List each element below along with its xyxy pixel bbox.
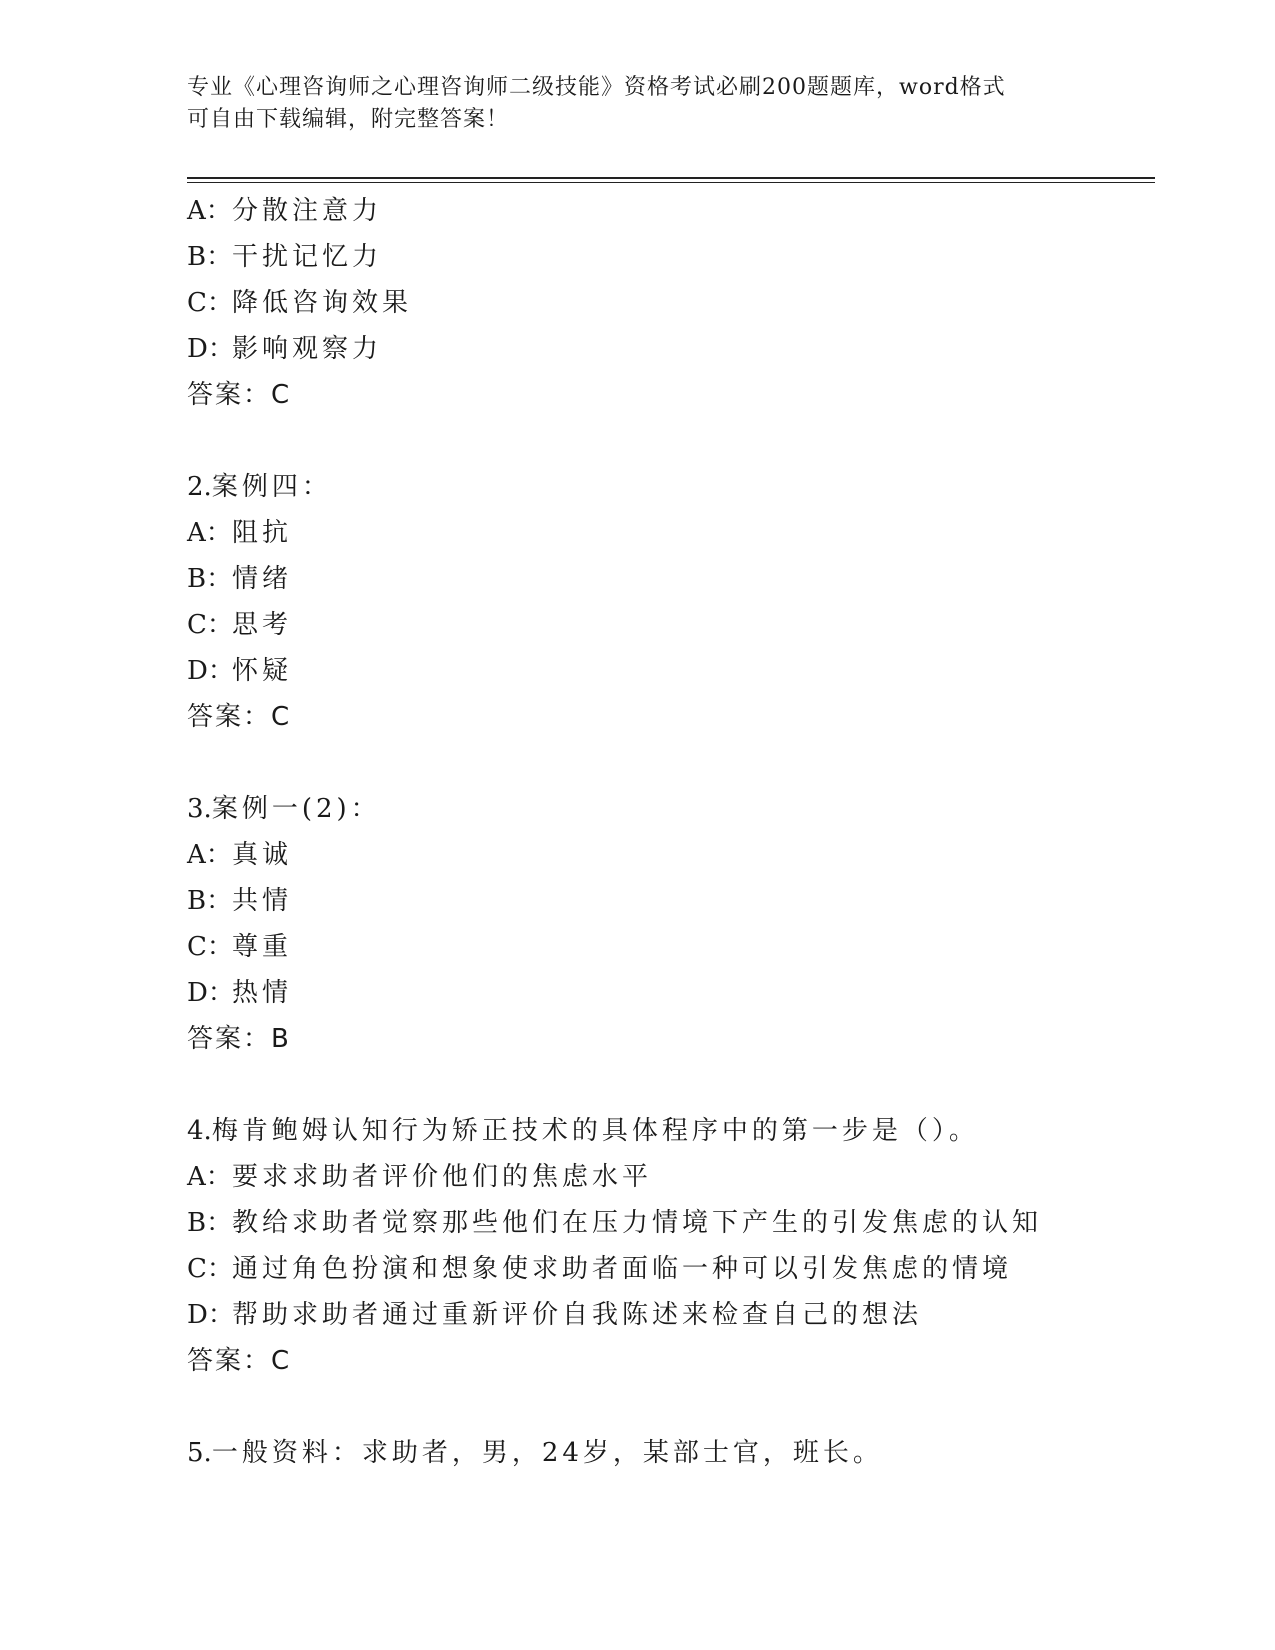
option-b — [187, 1200, 1147, 1246]
question-number: 4. — [187, 1116, 212, 1146]
header-line-2: 可自由下载编辑，附完整答案！ — [187, 107, 510, 132]
header-divider-thick — [187, 177, 1155, 179]
option-text: 共情 — [232, 886, 293, 916]
option-d — [187, 648, 1147, 694]
answer-line: 答案：C — [187, 702, 292, 732]
option-key: C： — [187, 610, 233, 640]
option-text: 尊重 — [232, 932, 293, 962]
question-5 — [187, 1430, 1147, 1476]
question-stem — [187, 1430, 1147, 1476]
option-b — [187, 878, 1147, 924]
option-key: A： — [187, 840, 232, 870]
option-key: C： — [187, 932, 233, 962]
option-a — [187, 832, 1147, 878]
option-key: B： — [187, 1208, 233, 1238]
option-key: C： — [187, 288, 233, 318]
option-text: 思考 — [232, 610, 293, 640]
question-2 — [187, 464, 1147, 740]
option-b — [187, 234, 1147, 280]
question-number: 2. — [187, 472, 212, 502]
option-key: D： — [187, 334, 234, 364]
option-text: 热情 — [232, 978, 293, 1008]
question-stem — [187, 786, 1147, 832]
option-d — [187, 326, 1147, 372]
option-b — [187, 556, 1147, 602]
option-key: D： — [187, 1300, 234, 1330]
option-text: 帮助求助者通过重新评价自我陈述来检查自己的想法 — [232, 1300, 923, 1330]
option-c — [187, 602, 1147, 648]
option-a — [187, 510, 1147, 556]
header-line-1: 专业《心理咨询师之心理咨询师二级技能》资格考试必刷200题题库，word格式 — [187, 75, 1006, 100]
option-key: A： — [187, 1162, 232, 1192]
answer-line: 答案：B — [187, 1024, 291, 1054]
question-number: 5. — [187, 1438, 212, 1468]
option-text: 教给求助者觉察那些他们在压力情境下产生的引发焦虑的认知 — [232, 1208, 1043, 1238]
answer-line: 答案：C — [187, 380, 292, 410]
option-key: B： — [187, 564, 233, 594]
option-key: D： — [187, 656, 234, 686]
question-text: 梅肯鲍姆认知行为矫正技术的具体程序中的第一步是（）。 — [211, 1116, 979, 1146]
option-key: A： — [187, 518, 232, 548]
option-a — [187, 1154, 1147, 1200]
question-3 — [187, 786, 1147, 1062]
option-text: 真诚 — [232, 840, 293, 870]
option-text: 要求求助者评价他们的焦虑水平 — [232, 1162, 653, 1192]
option-key: D： — [187, 978, 234, 1008]
option-text: 情绪 — [232, 564, 293, 594]
option-key: A： — [187, 196, 232, 226]
option-c — [187, 280, 1147, 326]
question-stem — [187, 1108, 1147, 1154]
question-4 — [187, 1108, 1147, 1384]
option-c — [187, 1246, 1147, 1292]
option-text: 阻抗 — [232, 518, 293, 548]
question-text: 一般资料：求助者，男，24岁，某部士官，班长。 — [211, 1438, 883, 1468]
option-text: 干扰记忆力 — [232, 242, 383, 272]
option-text: 降低咨询效果 — [232, 288, 413, 318]
answer-line: 答案：C — [187, 1346, 292, 1376]
option-key: B： — [187, 242, 233, 272]
question-list — [187, 188, 1147, 1476]
option-key: C： — [187, 1254, 233, 1284]
question-block-1 — [187, 188, 1147, 418]
option-text: 通过角色扮演和想象使求助者面临一种可以引发焦虑的情境 — [232, 1254, 1013, 1284]
option-key: B： — [187, 886, 233, 916]
option-text: 分散注意力 — [232, 196, 383, 226]
question-stem — [187, 464, 1147, 510]
header-divider-thin — [187, 182, 1155, 183]
question-text: 案例一(2)： — [211, 794, 381, 824]
option-c — [187, 924, 1147, 970]
question-text: 案例四： — [211, 472, 332, 502]
document-header — [187, 72, 1087, 136]
option-a — [187, 188, 1147, 234]
option-text: 影响观察力 — [232, 334, 383, 364]
option-text: 怀疑 — [232, 656, 293, 686]
option-d — [187, 1292, 1147, 1338]
question-number: 3. — [187, 794, 212, 824]
option-d — [187, 970, 1147, 1016]
